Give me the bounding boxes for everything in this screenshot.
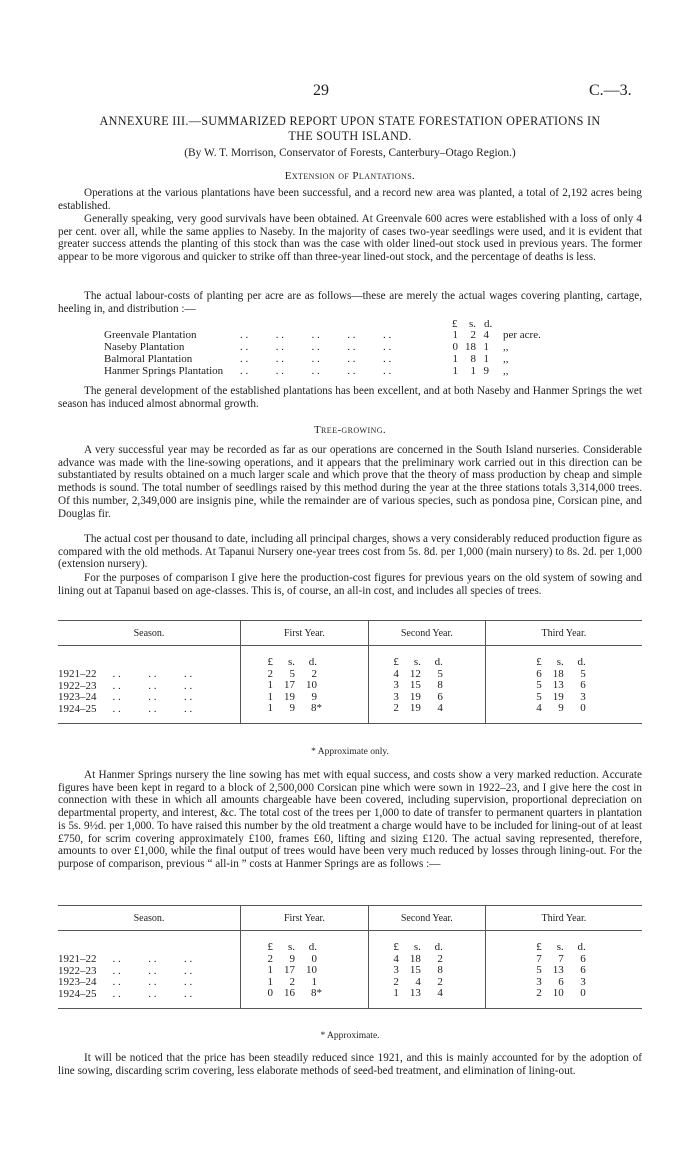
shillings: 13 xyxy=(552,679,564,691)
table-header-row xyxy=(58,906,642,931)
cost-shillings: 1 xyxy=(470,365,476,377)
pence: 6 xyxy=(580,952,586,965)
pence: 6 xyxy=(437,690,443,703)
cost-pounds: 1 xyxy=(452,329,458,341)
cost-row-item xyxy=(0,329,700,341)
pence: 3 xyxy=(580,690,586,703)
pounds: 1 xyxy=(267,964,273,976)
pence: 3 xyxy=(580,975,586,988)
pounds: 1 xyxy=(267,975,273,988)
shillings: 19 xyxy=(409,690,421,703)
season-dots: . . . . . . xyxy=(112,976,193,988)
cost-row-item xyxy=(0,341,700,353)
leader-dots: . . . . . . . . . . xyxy=(240,341,392,353)
leader-dots: . . . . . . . . . . xyxy=(240,329,392,341)
pounds: 2 xyxy=(536,987,542,999)
season-cell xyxy=(58,646,241,724)
shillings-symbol: s. xyxy=(469,318,477,330)
cost-row-item xyxy=(0,353,700,365)
first-year-value xyxy=(257,988,368,1000)
shillings: s. xyxy=(287,941,295,953)
pounds: 3 xyxy=(536,975,542,988)
pence: 0 xyxy=(311,952,317,965)
cost-pence: 9 xyxy=(483,365,489,377)
pence: 6 xyxy=(580,679,586,691)
pence: 5 xyxy=(437,667,443,680)
season-year: 1924–25 xyxy=(58,987,97,1000)
column-header: Third Year. xyxy=(485,906,642,931)
season-dots: . . . . . . xyxy=(112,987,193,1000)
season-list xyxy=(58,669,240,715)
pence: 4 xyxy=(437,702,443,714)
currency-header xyxy=(383,942,485,954)
paragraph-cost-per-thousand: The actual cost per thousand to date, including all principal charges, shows a very considerably reduced production figure as compared with the old methods. At Tapanui Nursery one-year trees cost from 5s. 8d. per 1,000 (main nursery) to 8s. 2d. per 1,000 (extension nursery). xyxy=(58,533,642,571)
paragraph-labour-costs: The actual labour-costs of planting per acre are as follows—these are merely the actual wages covering planting, cartage, heeling in, and distribution :— xyxy=(58,290,642,315)
season-dots: . . . . . . xyxy=(112,691,193,703)
cost-unit: ,, xyxy=(503,365,509,377)
pence: 8 xyxy=(437,964,443,976)
third-year-cell xyxy=(485,646,642,724)
tapanui-cost-table xyxy=(58,620,642,724)
pounds: 5 xyxy=(536,679,542,691)
paragraph-survivals: Generally speaking, very good survivals have been obtained. At Greenvale 600 acres were established with a loss of only 4 per cent. over all, while the same applies to Naseby. In the majority of cases two-year seedlings were used, and it is evident that greater success attends the planting of this stock than was the case with older lined-out stock used in previous years. The former appear to be more vigorous and quicker to strike off than three-year lined-out stock, and the percentage of deaths is less. xyxy=(58,213,642,264)
shillings: 17 xyxy=(284,964,295,976)
cost-pence: 4 xyxy=(483,329,489,341)
pence: 2 xyxy=(437,975,443,988)
pounds: £ xyxy=(536,656,542,668)
pence: 0 xyxy=(580,702,586,714)
currency-header xyxy=(526,942,642,954)
pounds: 1 xyxy=(267,679,273,691)
pounds: 2 xyxy=(267,952,273,965)
pence: d. xyxy=(577,941,586,953)
season-year: 1923–24 xyxy=(58,976,97,988)
shillings: 12 xyxy=(409,667,421,680)
pence: 5 xyxy=(580,667,586,680)
cost-pence: 1 xyxy=(483,341,489,353)
pounds: 2 xyxy=(267,667,273,680)
season-label xyxy=(58,704,240,716)
second-year-value xyxy=(383,988,485,1000)
pence: 8* xyxy=(311,987,322,999)
season-list xyxy=(58,954,240,1000)
pounds: 2 xyxy=(393,975,399,988)
column-header: Second Year. xyxy=(368,906,485,931)
paragraph-price-reduction: It will be noticed that the price has been steadily reduced since 1921, and this is mainly accounted for by the adoption of line sowing, discarding scrim covering, less elaborate methods of seed-bed treatment, and elimination of lining-out. xyxy=(58,1052,642,1077)
pounds: £ xyxy=(267,656,273,668)
currency-header xyxy=(257,942,368,954)
shillings: s. xyxy=(556,941,564,953)
column-header: Season. xyxy=(58,906,241,931)
shillings: 13 xyxy=(552,964,564,976)
pounds: 3 xyxy=(393,964,399,976)
shillings: 19 xyxy=(409,702,421,714)
pounds: 4 xyxy=(393,952,399,965)
cost-row-item xyxy=(0,365,700,377)
second-year-cell xyxy=(368,646,485,724)
season-year: 1921–22 xyxy=(58,953,97,965)
plantation-name: Naseby Plantation xyxy=(104,341,185,353)
first-year-value xyxy=(257,965,368,977)
pounds: 4 xyxy=(393,667,399,680)
pence: d. xyxy=(308,941,317,953)
section-heading-tree-growing: Tree-growing. xyxy=(313,424,387,436)
pence: d. xyxy=(577,656,586,668)
season-year: 1924–25 xyxy=(58,702,97,715)
pence: d. xyxy=(434,941,443,953)
column-header: First Year. xyxy=(241,621,369,646)
annexure-title-line2: THE SOUTH ISLAND. xyxy=(288,129,412,143)
season-dots: . . . . . . xyxy=(112,964,193,977)
shillings: 5 xyxy=(289,667,295,680)
cost-unit: ,, xyxy=(503,353,509,365)
annexure-title-line1: ANNEXURE III.—SUMMARIZED REPORT UPON STATE FORESTATION OPERATIONS IN xyxy=(99,114,601,128)
pence: 9 xyxy=(311,690,317,703)
pence: 2 xyxy=(311,667,317,680)
plantation-name: Hanmer Springs Plantation xyxy=(104,365,224,377)
season-dots: . . . . . . xyxy=(112,953,193,965)
second-year-value xyxy=(383,703,485,715)
column-header: Season. xyxy=(58,621,241,646)
cost-pounds: 1 xyxy=(452,353,458,365)
pound-symbol: £ xyxy=(452,318,458,330)
cost-pounds: 1 xyxy=(452,365,458,377)
paragraph-development: The general development of the established plantations has been excellent, and at both Naseby and Hanmer Springs the wet season has induced almost abnormal growth. xyxy=(58,385,642,410)
shillings: 7 xyxy=(558,952,564,965)
season-year: 1922–23 xyxy=(58,679,97,692)
season-dots: . . . . . . xyxy=(112,679,193,692)
document-reference: C.—3. xyxy=(589,82,632,99)
shillings: s. xyxy=(413,941,421,953)
column-header: Third Year. xyxy=(485,621,642,646)
first-year-value xyxy=(257,680,368,692)
cost-shillings: 2 xyxy=(470,329,476,341)
shillings: 4 xyxy=(415,975,421,988)
third-year-cell xyxy=(485,931,642,1009)
season-dots: . . . . . . xyxy=(112,668,193,680)
shillings: 19 xyxy=(284,690,295,703)
pounds: 5 xyxy=(536,964,542,976)
pence: 4 xyxy=(437,987,443,999)
leader-dots: . . . . . . . . . . xyxy=(240,353,392,365)
cost-unit: ,, xyxy=(503,341,509,353)
pounds: 5 xyxy=(536,690,542,703)
shillings: 16 xyxy=(284,987,295,999)
author-byline: (By W. T. Morrison, Conservator of Forests, Canterbury–Otago Region.) xyxy=(184,147,516,159)
cost-unit: per acre. xyxy=(503,329,541,341)
shillings: 13 xyxy=(409,987,421,999)
pence: 2 xyxy=(437,952,443,965)
plantation-name: Balmoral Plantation xyxy=(104,353,193,365)
pounds: 3 xyxy=(393,690,399,703)
second-year-values xyxy=(369,657,485,715)
pounds: £ xyxy=(393,656,399,668)
pence: 10 xyxy=(306,964,317,976)
third-year-values xyxy=(486,942,642,1000)
pounds: 6 xyxy=(536,667,542,680)
table2-footnote: * Approximate. xyxy=(320,1031,380,1041)
pounds: 3 xyxy=(393,679,399,691)
shillings: 18 xyxy=(552,667,564,680)
plantation-name: Greenvale Plantation xyxy=(104,329,197,341)
second-year-value xyxy=(383,680,485,692)
pounds: 0 xyxy=(267,987,273,999)
second-year-value xyxy=(383,965,485,977)
paragraph-hanmer-springs: At Hanmer Springs nursery the line sowing has met with equal success, and costs show a very marked reduction. Accurate figures have been kept in regard to a block of 2,500,000 Corsican pine which were sown in 1922–23, and I give here the cost in connection with these in which all amounts chargeable have been covered, including supervision, proportional depreciation on departmental property, and interest, &c. The total cost of the trees per 1,000 to date of transfer to permanent quarters in plantation is 5s. 9½d. per 1,000. To have raised this number by the old treatment a charge would have to be included for lining-out of at least £750, for scrim covering approximately £100, frames £60, lifting and sizing £120. The actual saving represented, therefore, amounts to over £1,000, while the final output of trees would have been very much reduced by losses through lining-out. For the purpose of comparison, previous “ all-in ” costs at Hanmer Springs are as follows :— xyxy=(58,769,642,870)
first-year-value xyxy=(257,703,368,715)
pence: 0 xyxy=(580,987,586,999)
pence: 10 xyxy=(306,679,317,691)
pence: 1 xyxy=(311,975,317,988)
pounds: 1 xyxy=(393,987,399,999)
first-year-values xyxy=(241,942,368,1000)
second-year-cell xyxy=(368,931,485,1009)
shillings: 15 xyxy=(409,679,421,691)
page-number: 29 xyxy=(313,82,329,99)
shillings: 2 xyxy=(289,975,295,988)
pounds: 7 xyxy=(536,952,542,965)
pence: d. xyxy=(434,656,443,668)
pence: d. xyxy=(308,656,317,668)
pounds: £ xyxy=(536,941,542,953)
cost-pounds: 0 xyxy=(452,341,458,353)
first-year-cell xyxy=(241,931,369,1009)
paragraph-comparison-tapanui: For the purposes of comparison I give here the production-cost figures for previous years on the old system of sowing and lining out at Tapanui based on age-classes. This is, of course, an all-in cost, and includes all species of trees. xyxy=(58,572,642,597)
pence: 8* xyxy=(311,702,322,714)
currency-header xyxy=(383,657,485,669)
shillings: s. xyxy=(413,656,421,668)
pounds: £ xyxy=(267,941,273,953)
paragraph-operations: Operations at the various plantations have been successful, and a record new area was planted, a total of 2,192 acres being established. xyxy=(58,187,642,212)
third-year-value xyxy=(526,703,642,715)
pounds: 4 xyxy=(536,702,542,714)
third-year-value xyxy=(526,680,642,692)
table1-footnote: * Approximate only. xyxy=(311,747,389,757)
shillings: 19 xyxy=(552,690,564,703)
season-label xyxy=(58,989,240,1001)
shillings: 17 xyxy=(284,679,295,691)
shillings: 9 xyxy=(289,702,295,714)
season-dots: . . . . . . xyxy=(112,702,193,715)
third-year-values xyxy=(486,657,642,715)
currency-header xyxy=(526,657,642,669)
first-year-values xyxy=(241,657,368,715)
second-year-values xyxy=(369,942,485,1000)
hanmer-cost-table xyxy=(58,905,642,1009)
cost-shillings: 18 xyxy=(465,341,476,353)
table-body-row xyxy=(58,931,642,1009)
pounds: £ xyxy=(393,941,399,953)
shillings: s. xyxy=(556,656,564,668)
pence-symbol: d. xyxy=(484,318,493,330)
currency-header xyxy=(257,657,368,669)
paragraph-nurseries: A very successful year may be recorded as far as our operations are concerned in the South Island nurseries. Considerable advance was made with the line-sowing operations, and it appears that the preliminary work carried out in this direction can be substantiated by results obtained on a much larger scale and which prove that the theory of mass production by cheap and simple methods is sound. The total number of seedlings raised by this method during the year at the three stations totals 3,314,000 trees. Of this number, 2,349,000 are insignis pine, while the remainder are of various species, such as pondosa pine, Corsican pine, and Douglas fir. xyxy=(58,444,642,520)
season-year: 1923–24 xyxy=(58,691,97,703)
cost-shillings: 8 xyxy=(470,353,476,365)
pounds: 1 xyxy=(267,702,273,714)
pence: 8 xyxy=(437,679,443,691)
shillings: s. xyxy=(287,656,295,668)
pounds: 2 xyxy=(393,702,399,714)
season-cell xyxy=(58,931,241,1009)
column-header: Second Year. xyxy=(368,621,485,646)
third-year-value xyxy=(526,988,642,1000)
cost-pence: 1 xyxy=(483,353,489,365)
season-year: 1922–23 xyxy=(58,964,97,977)
pounds: 1 xyxy=(267,690,273,703)
shillings: 10 xyxy=(552,987,564,999)
shillings: 15 xyxy=(409,964,421,976)
leader-dots: . . . . . . . . . . xyxy=(240,365,392,377)
first-year-cell xyxy=(241,646,369,724)
table-body-row xyxy=(58,646,642,724)
season-year: 1921–22 xyxy=(58,668,97,680)
shillings: 6 xyxy=(558,975,564,988)
third-year-value xyxy=(526,965,642,977)
shillings: 9 xyxy=(289,952,295,965)
shillings: 18 xyxy=(409,952,421,965)
pence: 6 xyxy=(580,964,586,976)
table-header-row xyxy=(58,621,642,646)
column-header: First Year. xyxy=(241,906,369,931)
shillings: 9 xyxy=(558,702,564,714)
section-heading-extension: Extension of Plantations. xyxy=(284,170,416,182)
